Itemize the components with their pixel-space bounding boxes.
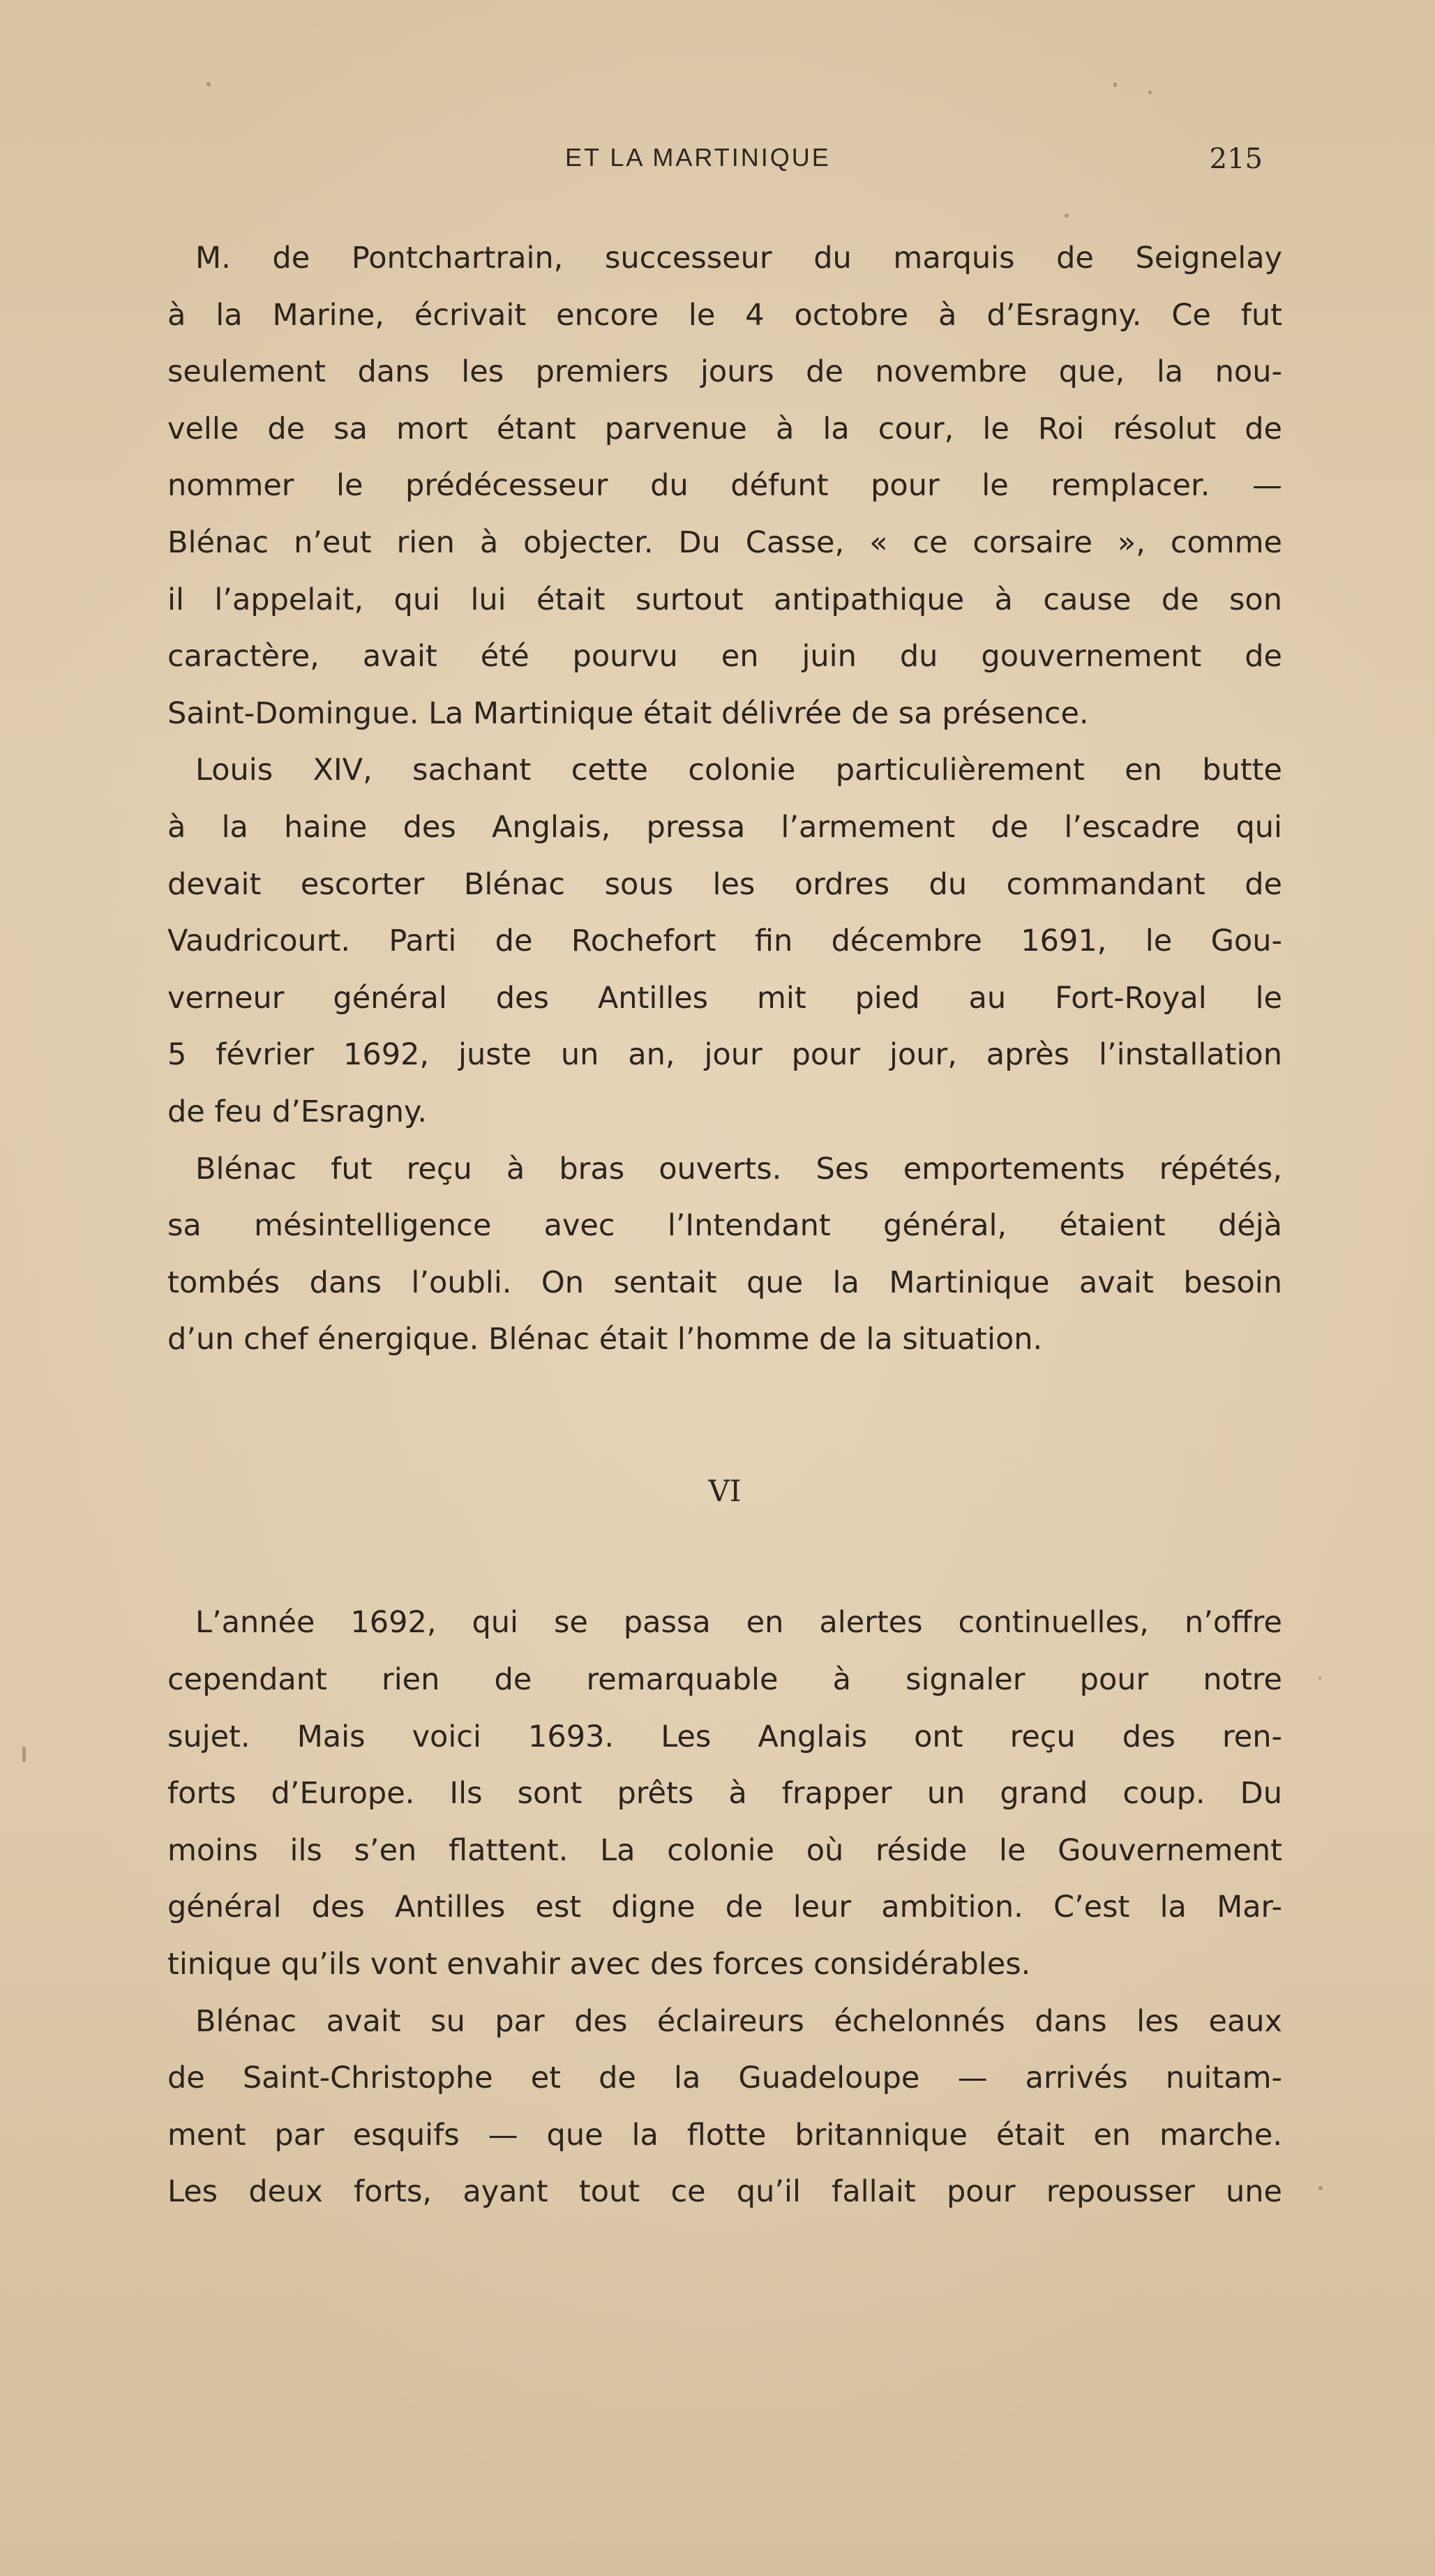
text-line: caractère, avait été pourvu en juin du gouvernement de (167, 639, 1282, 675)
text-line: général des Antilles est digne de leur ambition. C’est la Mar- (167, 1890, 1282, 1925)
text-line: d’un chef énergique. Blénac était l’homme de la situation. (167, 1322, 1043, 1357)
text-line: il l’appelait, qui lui était surtout antipathique à cause de son (167, 582, 1282, 617)
paragraph (167, 1595, 1282, 1993)
text-line: L’année 1692, qui se passa en alertes continuelles, n’offre (195, 1605, 1282, 1641)
text-line: sujet. Mais voici 1693. Les Anglais ont reçu des ren- (167, 1719, 1282, 1754)
paper-speck (206, 82, 211, 86)
text-line: tinique qu’ils vont envahir avec des forces considérables. (167, 1947, 1031, 1982)
paper-speck (1148, 91, 1152, 94)
body-text (167, 230, 1282, 2221)
text-line: sa mésintelligence avec l’Intendant général, étaient déjà (167, 1208, 1282, 1244)
running-head: ET LA MARTINIQUE (565, 143, 831, 172)
text-line: 5 février 1692, juste un an, jour pour jour, après l’installation (167, 1037, 1282, 1073)
paper-speck (1318, 1677, 1321, 1680)
section-heading: VI (708, 1473, 742, 1508)
text-line: Vaudricourt. Parti de Rochefort fin décembre 1691, le Gou- (167, 924, 1282, 959)
paragraph (167, 230, 1282, 742)
text-line: de feu d’Esragny. (167, 1094, 428, 1129)
text-line: à la Marine, écrivait encore le 4 octobre à d’Esragny. Ce fut (167, 297, 1282, 333)
text-line: tombés dans l’oubli. On sentait que la Martinique avait besoin (167, 1265, 1282, 1300)
text-line: cependant rien de remarquable à signaler pour notre (167, 1662, 1282, 1698)
text-line: devait escorter Blénac sous les ordres du commandant de (167, 866, 1282, 902)
text-line: seulement dans les premiers jours de novembre que, la nou- (167, 354, 1282, 390)
section-spacer (167, 1519, 1282, 1595)
text-line: velle de sa mort étant parvenue à la cour, le Roi résolut de (167, 411, 1282, 446)
text-line: Saint-Domingue. La Martinique était délivrée de sa présence. (167, 695, 1089, 731)
page-header (167, 143, 1263, 185)
paper-speck (1065, 213, 1069, 218)
text-line: Louis XIV, sachant cette colonie particulièrement en butte (195, 753, 1282, 788)
text-line: forts d’Europe. Ils sont prêts à frapper un grand coup. Du (167, 1776, 1282, 1812)
paper-speck (1113, 82, 1117, 87)
text-line: Blénac fut reçu à bras ouverts. Ses emportements répétés, (195, 1151, 1282, 1187)
text-line: à la haine des Anglais, pressa l’armement de l’escadre qui (167, 809, 1282, 845)
paper-speck (22, 1747, 26, 1762)
text-line: Les deux forts, ayant tout ce qu’il fallait pour repousser une (167, 2174, 1282, 2210)
section-spacer (167, 1369, 1282, 1463)
text-line: nommer le prédécesseur du défunt pour le remplacer. — (167, 468, 1282, 504)
paragraph (167, 1994, 1282, 2221)
page-number: 215 (1209, 143, 1263, 175)
text-line: de Saint-Christophe et de la Guadeloupe — arrivés nuitam- (167, 2061, 1282, 2096)
paragraph (167, 742, 1282, 1140)
text-line: ment par esquifs — que la flotte britannique était en marche. (167, 2117, 1282, 2153)
text-line: verneur général des Antilles mit pied au Fort-Royal le (167, 980, 1282, 1016)
paper-speck (1318, 2186, 1323, 2190)
text-line: moins ils s’en flattent. La colonie où réside le Gouvernement (167, 1832, 1282, 1868)
text-line: M. de Pontchartrain, successeur du marquis de Seignelay (195, 241, 1282, 276)
paragraph (167, 1141, 1282, 1369)
text-line: Blénac avait su par des éclaireurs échelonnés dans les eaux (195, 2003, 1282, 2039)
text-line: Blénac n’eut rien à objecter. Du Casse, « ce corsaire », comme (167, 525, 1282, 560)
